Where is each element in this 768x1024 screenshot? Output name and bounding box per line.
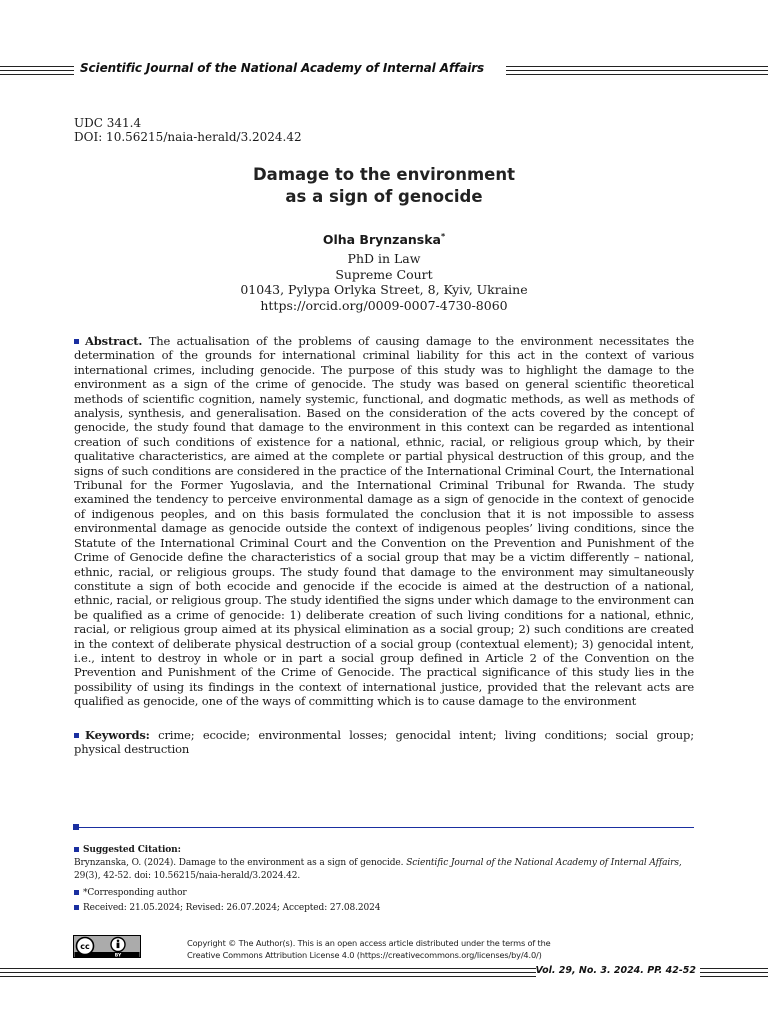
footer-rule-1 — [0, 968, 536, 969]
title-line-2: as a sign of genocide — [285, 187, 483, 206]
doi-link[interactable]: DOI: 10.56215/naia-herald/3.2024.42 — [74, 130, 302, 144]
header-rule-left-2 — [0, 70, 74, 71]
citation-text — [74, 857, 696, 882]
keywords — [74, 728, 694, 757]
header-rule-right-1 — [506, 66, 768, 67]
header-rule-right-2 — [506, 70, 768, 71]
citation-label — [74, 844, 696, 857]
copyright-notice — [187, 937, 607, 961]
title-line-1: Damage to the environment — [252, 165, 516, 184]
copyright-line-2: Creative Commons Attribution License 4.0 (https://creativecommons.org/licenses/by/4.0/) — [187, 950, 542, 960]
citation-label-text: Suggested Citation: — [83, 845, 181, 855]
header-rule-right-3 — [506, 74, 768, 75]
udc-code: UDC 341.4 — [74, 116, 142, 130]
citation-plain: Brynzanska, O. (2024). Damage to the environment as a sign of genocide. — [74, 858, 404, 868]
corresponding-mark: * — [440, 232, 446, 241]
footer-rule-right-3 — [700, 976, 768, 977]
dates-note — [74, 902, 696, 915]
author-organization: Supreme Court — [335, 266, 433, 282]
journal-header: Scientific Journal of the National Academy of Internal Affairs — [80, 61, 485, 75]
footnote-rule — [74, 827, 694, 828]
footer-rule-right-1 — [700, 968, 768, 969]
author-name — [0, 232, 768, 247]
cc-by-license-icon[interactable] — [73, 935, 141, 958]
article-meta — [74, 116, 302, 144]
footer-rule-3 — [0, 976, 536, 977]
corresponding-note — [74, 887, 696, 900]
keywords-label: Keywords: — [85, 728, 150, 742]
author-address: 01043, Pylypa Orlyka Street, 8, Kyiv, Ukraine — [240, 282, 528, 297]
dates-square-icon — [74, 905, 79, 910]
keywords-text: crime; ecocide; environmental losses; genocidal intent; living conditions; social group; physical destruction — [74, 728, 694, 757]
article-title — [0, 164, 768, 208]
abstract — [74, 334, 694, 709]
citation-rest: 29(3), 42-52. doi: 10.56215/naia-herald/3.2024.42. — [74, 870, 301, 881]
citation-square-icon — [74, 847, 79, 852]
keywords-square-icon — [74, 733, 79, 738]
corresponding-square-icon — [74, 890, 79, 895]
citation-journal: Scientific Journal of the National Academy of Internal Affairs, — [406, 858, 682, 868]
abstract-square-icon — [74, 339, 79, 344]
footer-rule-right-2 — [700, 972, 768, 973]
author-degree: PhD in Law — [347, 251, 421, 266]
author-orcid-link[interactable]: https://orcid.org/0009-0007-4730-8060 — [260, 297, 508, 313]
dates-text: Received: 21.05.2024; Revised: 26.07.2024; Accepted: 27.08.2024 — [83, 903, 381, 913]
header-rule-left-1 — [0, 66, 74, 67]
abstract-text: The actualisation of the problems of causing damage to the environment necessitates the determination of the grounds for international criminal liability for this act in the context of various international crimes, including genocide. The purpose of this study was to highlight the damage to the environment as a sign of the crime of genocide. The study was based on general scientific theoretical methods of scientific cognition, namely systemic, functional, and dogmatic methods, as well as methods of analysis, synthesis, and generalisation. Based on the consideration of the acts covered by the concept of genocide, the study found that damage to the environment in this context can be regarded as intentional creation of such conditions of existence for a national, ethnic, racial, or religious group which, by their qualitative characteristics, are aimed at the complete or partial physical destruction of this group, and the signs of such conditions are considered in the practice of the International Criminal Court, the International Tribunal for the Former Yugoslavia, and the International Criminal Tribunal for Rwanda. The study examined the tendency to perceive environmental damage as a sign of genocide in the context of genocide of indigenous peoples, and on this basis formulated the conclusion that it is not impossible to assess environmental damage as genocide outside the context of indigenous peoples’ living conditions, since the Statute of the International Criminal Court and the Convention on the Prevention and Punishment of the Crime of Genocide define the characteristics of a social group that may be a victim differently – national, ethnic, racial, or religious groups. The study found that damage to the environment may simultaneously constitute a sign of both ecocide and genocide if the ecocide is aimed at the destruction of a national, ethnic, racial, or religious group. The study identified the signs under which damage to the environment can be qualified as a crime of genocide: 1) deliberate creation of such living conditions for a national, ethnic, racial, or religious group aimed at its physical elimination as a social group; 2) such conditions are created in the context of deliberate physical destruction of a social group (contextual element); 3) genocidal intent, i.e., intent to destroy in whole or in part a social group defined in Article 2 of the Convention on the Prevention and Punishment of the Crime of Genocide. The practical significance of this study lies in the possibility of using its findings in the context of international justice, provided that the relevant acts are qualified as genocide, one of the ways of committing which is to cause damage to the environment — [74, 334, 694, 709]
cc-badge-text: BY — [114, 953, 122, 958]
abstract-label: Abstract. — [85, 334, 143, 348]
header-rule-left-3 — [0, 74, 74, 75]
copyright-line-1: Copyright © The Author(s). This is an open access article distributed under the terms of the — [187, 938, 551, 948]
issue-info: Vol. 29, No. 3. 2024. PP. 42-52 — [535, 965, 696, 976]
corresponding-text: *Corresponding author — [83, 888, 187, 898]
footer-rule-2 — [0, 972, 536, 973]
author-affiliation — [0, 251, 768, 313]
author-name-text: Olha Brynzanska — [322, 232, 441, 248]
svg-text:cc: cc — [80, 942, 90, 951]
